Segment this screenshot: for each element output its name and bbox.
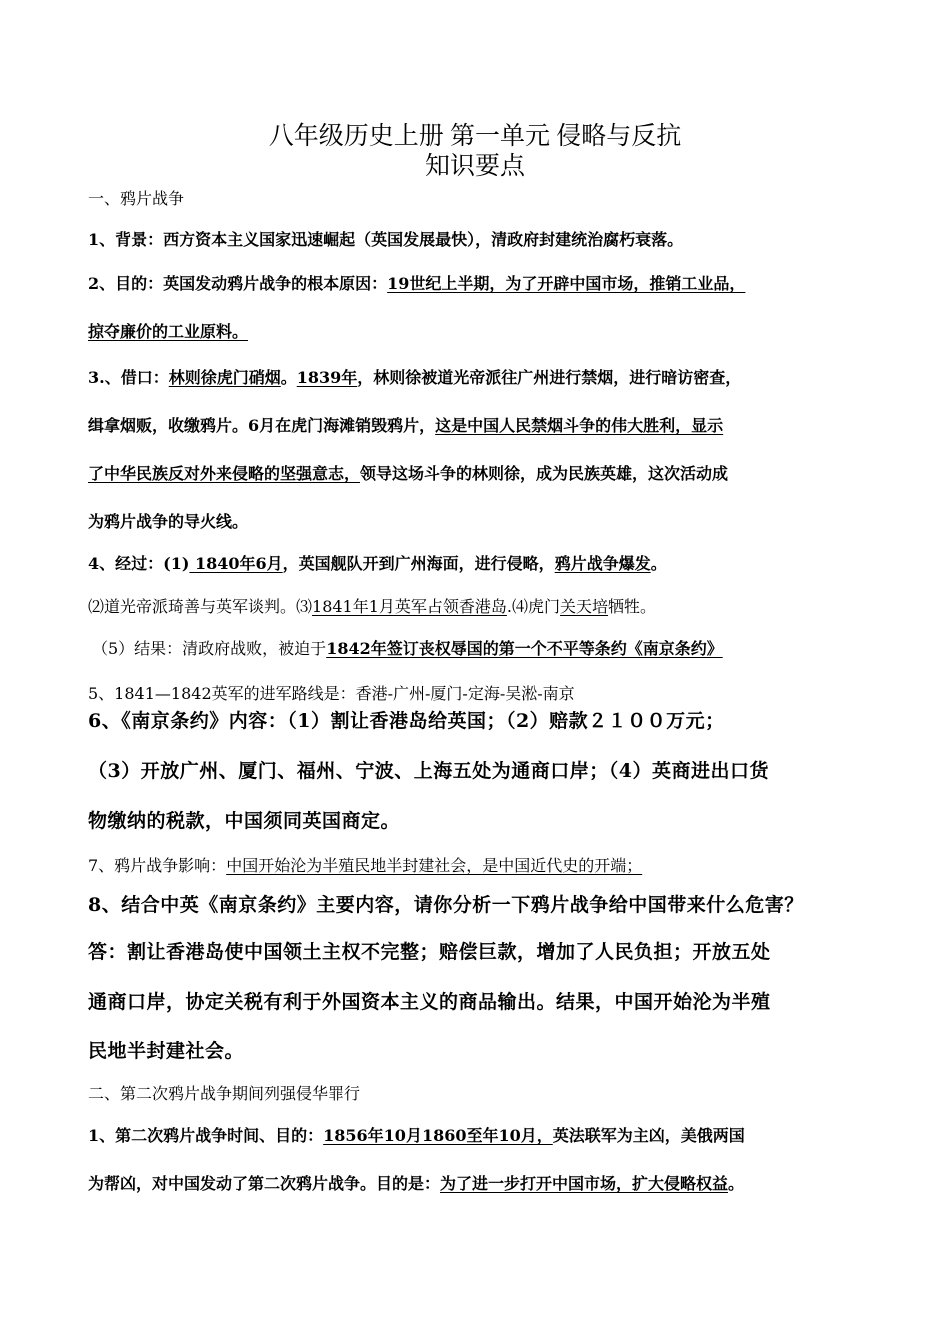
document-title: 八年级历史上册 第一单元 侵略与反抗	[268, 123, 682, 150]
point-3-pretext-cont-2: 了中华民族反对外来侵略的坚强意志，领导这场斗争的林则徐，成为民族英雄，这次活动成	[88, 464, 729, 483]
point-2-purpose: 2、目的：英国发动鸦片战争的根本原因：19世纪上半期，为了开辟中国市场，推销工业品，	[88, 274, 746, 293]
point-3-pretext-cont-3: 为鸦片战争的导火线。	[88, 512, 249, 531]
section-heading-opium-war: 一、鸦片战争	[88, 189, 185, 208]
point-6-treaty-content: 6、《南京条约》内容：（1）割让香港岛给英国；（2）赔款２１００万元；	[88, 710, 725, 732]
point-3-pretext-cont-1: 缉拿烟贩，收缴鸦片。6月在虎门海滩销毁鸦片，这是中国人民禁烟斗争的伟大胜利，显示	[88, 416, 724, 435]
section2-point-1-time-purpose: 1、第二次鸦片战争时间、目的：1856年10月1860至年10月，英法联军为主凶，美俄两国	[88, 1126, 745, 1145]
point-7-impact: 7、鸦片战争影响：中国开始沦为半殖民地半封建社会，是中国近代史的开端；	[88, 856, 643, 875]
point-8-answer-cont-2: 民地半封建社会。	[88, 1040, 245, 1062]
section-heading-second-opium-war: 二、第二次鸦片战争期间列强侵华罪行	[88, 1084, 361, 1103]
point-6-treaty-content-cont-1: （3）开放广州、厦门、福州、宁波、上海五处为通商口岸；（4）英商进出口货	[88, 760, 769, 782]
point-4-course-cont: ⑵道光帝派琦善与英军谈判。⑶1841年1月英军占领香港岛.⑷虎门关天培牺牲。	[88, 597, 657, 616]
point-6-treaty-content-cont-2: 物缴纳的税款，中国须同英国商定。	[88, 810, 401, 832]
section2-point-1-cont: 为帮凶，对中国发动了第二次鸦片战争。目的是：为了进一步打开中国市场，扩大侵略权益。	[88, 1174, 745, 1193]
document-subtitle: 知识要点	[424, 153, 525, 180]
point-4-result: （5）结果：清政府战败，被迫于1842年签订丧权辱国的第一个不平等条约《南京条约》	[92, 639, 723, 658]
point-2-purpose-cont: 掠夺廉价的工业原料。	[88, 322, 249, 341]
point-4-course: 4、经过：(1) 1840年6月，英国舰队开到广州海面，进行侵略，鸦片战争爆发。	[88, 554, 667, 573]
point-1-background: 1、背景：西方资本主义国家迅速崛起（英国发展最快），清政府封建统治腐朽衰落。	[88, 230, 684, 249]
point-8-question: 8、结合中英《南京条约》主要内容，请你分析一下鸦片战争给中国带来什么危害？	[88, 894, 804, 916]
point-8-answer-cont-1: 通商口岸，协定关税有利于外国资本主义的商品输出。结果，中国开始沦为半殖	[88, 991, 771, 1013]
point-3-pretext: 3.、借口：林则徐虎门硝烟。1839年，林则徐被道光帝派往广州进行禁烟，进行暗访密查，	[88, 368, 742, 387]
point-8-answer: 答：割让香港岛使中国领土主权不完整；赔偿巨款，增加了人民负担；开放五处	[88, 941, 771, 963]
point-5-route: 5、1841—1842英军的进军路线是：香港-广州-厦门-定海-吴淞-南京	[88, 684, 575, 703]
